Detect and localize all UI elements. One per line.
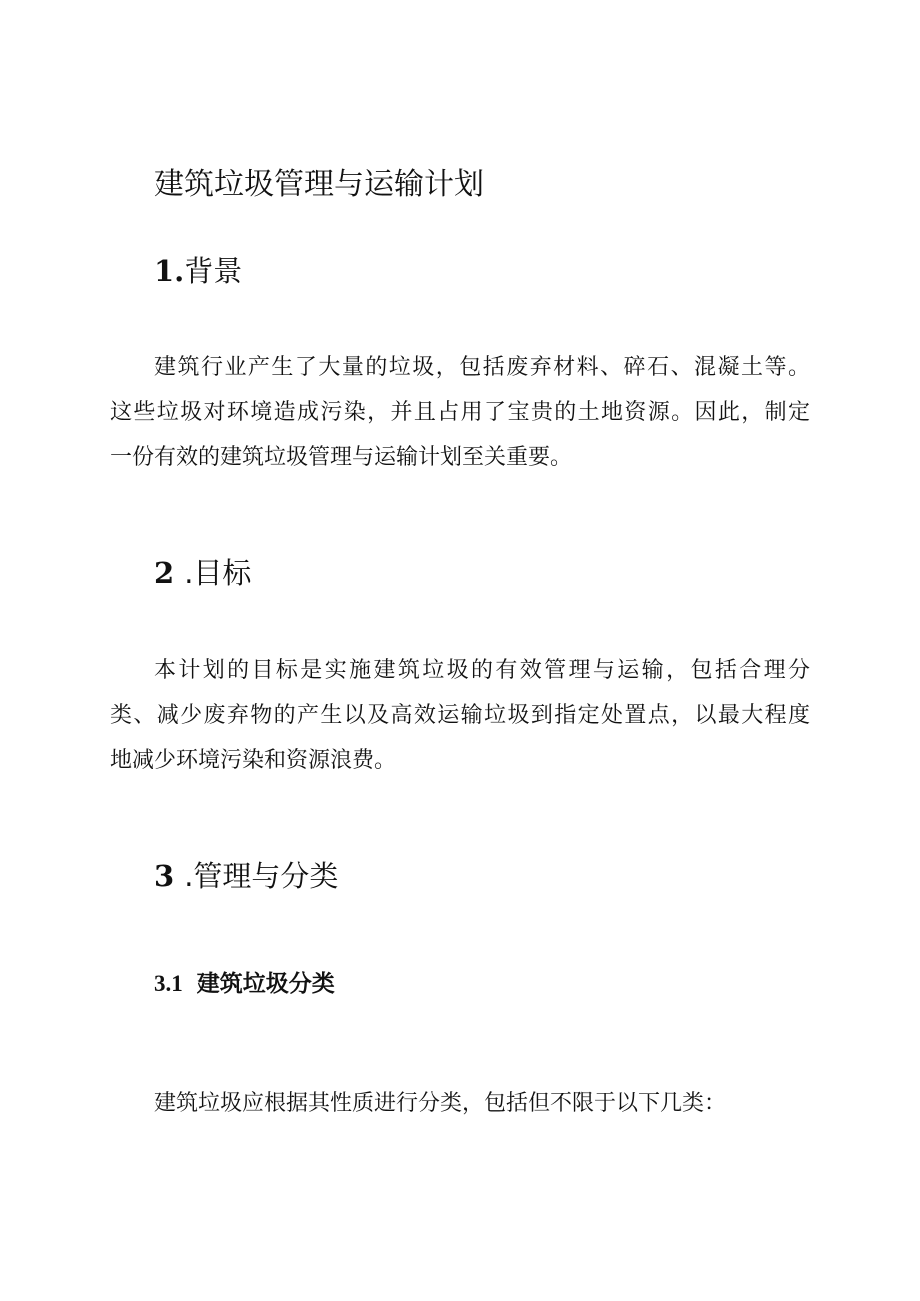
- section-3-number: 3: [154, 859, 175, 893]
- subsection-3-1-heading: [154, 966, 335, 1002]
- paragraph-line: 类、减少废弃物的产生以及高效运输垃圾到指定处置点，以最大程度: [110, 703, 810, 728]
- section-1-heading: [154, 249, 242, 293]
- section-3-heading: [154, 854, 338, 898]
- subsection-3-1-number: 3.1: [154, 971, 183, 996]
- section-2-number: 2: [154, 556, 175, 590]
- section-1-number: 1.: [154, 254, 185, 288]
- section-1-title: 背景: [184, 254, 243, 288]
- paragraph-line: 地减少环境污染和资源浪费。: [110, 748, 397, 773]
- paragraph-line: 一份有效的建筑垃圾管理与运输计划至关重要。: [110, 445, 573, 470]
- subsection-3-1-paragraph: [110, 1081, 810, 1126]
- section-1-paragraph: [110, 345, 810, 480]
- paragraph-line: 本计划的目标是实施建筑垃圾的有效管理与运输，包括合理分: [154, 658, 810, 683]
- subsection-3-1-title: 建筑垃圾分类: [196, 971, 335, 997]
- paragraph-line: 建筑行业产生了大量的垃圾，包括废弃材料、碎石、混凝土等。: [154, 355, 810, 380]
- section-2-heading: [154, 551, 251, 595]
- section-3-title: .管理与分类: [184, 859, 339, 893]
- paragraph-line: 这些垃圾对环境造成污染，并且占用了宝贵的土地资源。因此，制定: [110, 400, 810, 425]
- paragraph-line: 建筑垃圾应根据其性质进行分类，包括但不限于以下几类：: [154, 1091, 727, 1116]
- section-2-paragraph: [110, 648, 810, 783]
- document-title: 建筑垃圾管理与运输计划: [154, 167, 484, 202]
- section-2-title: .目标: [184, 556, 252, 590]
